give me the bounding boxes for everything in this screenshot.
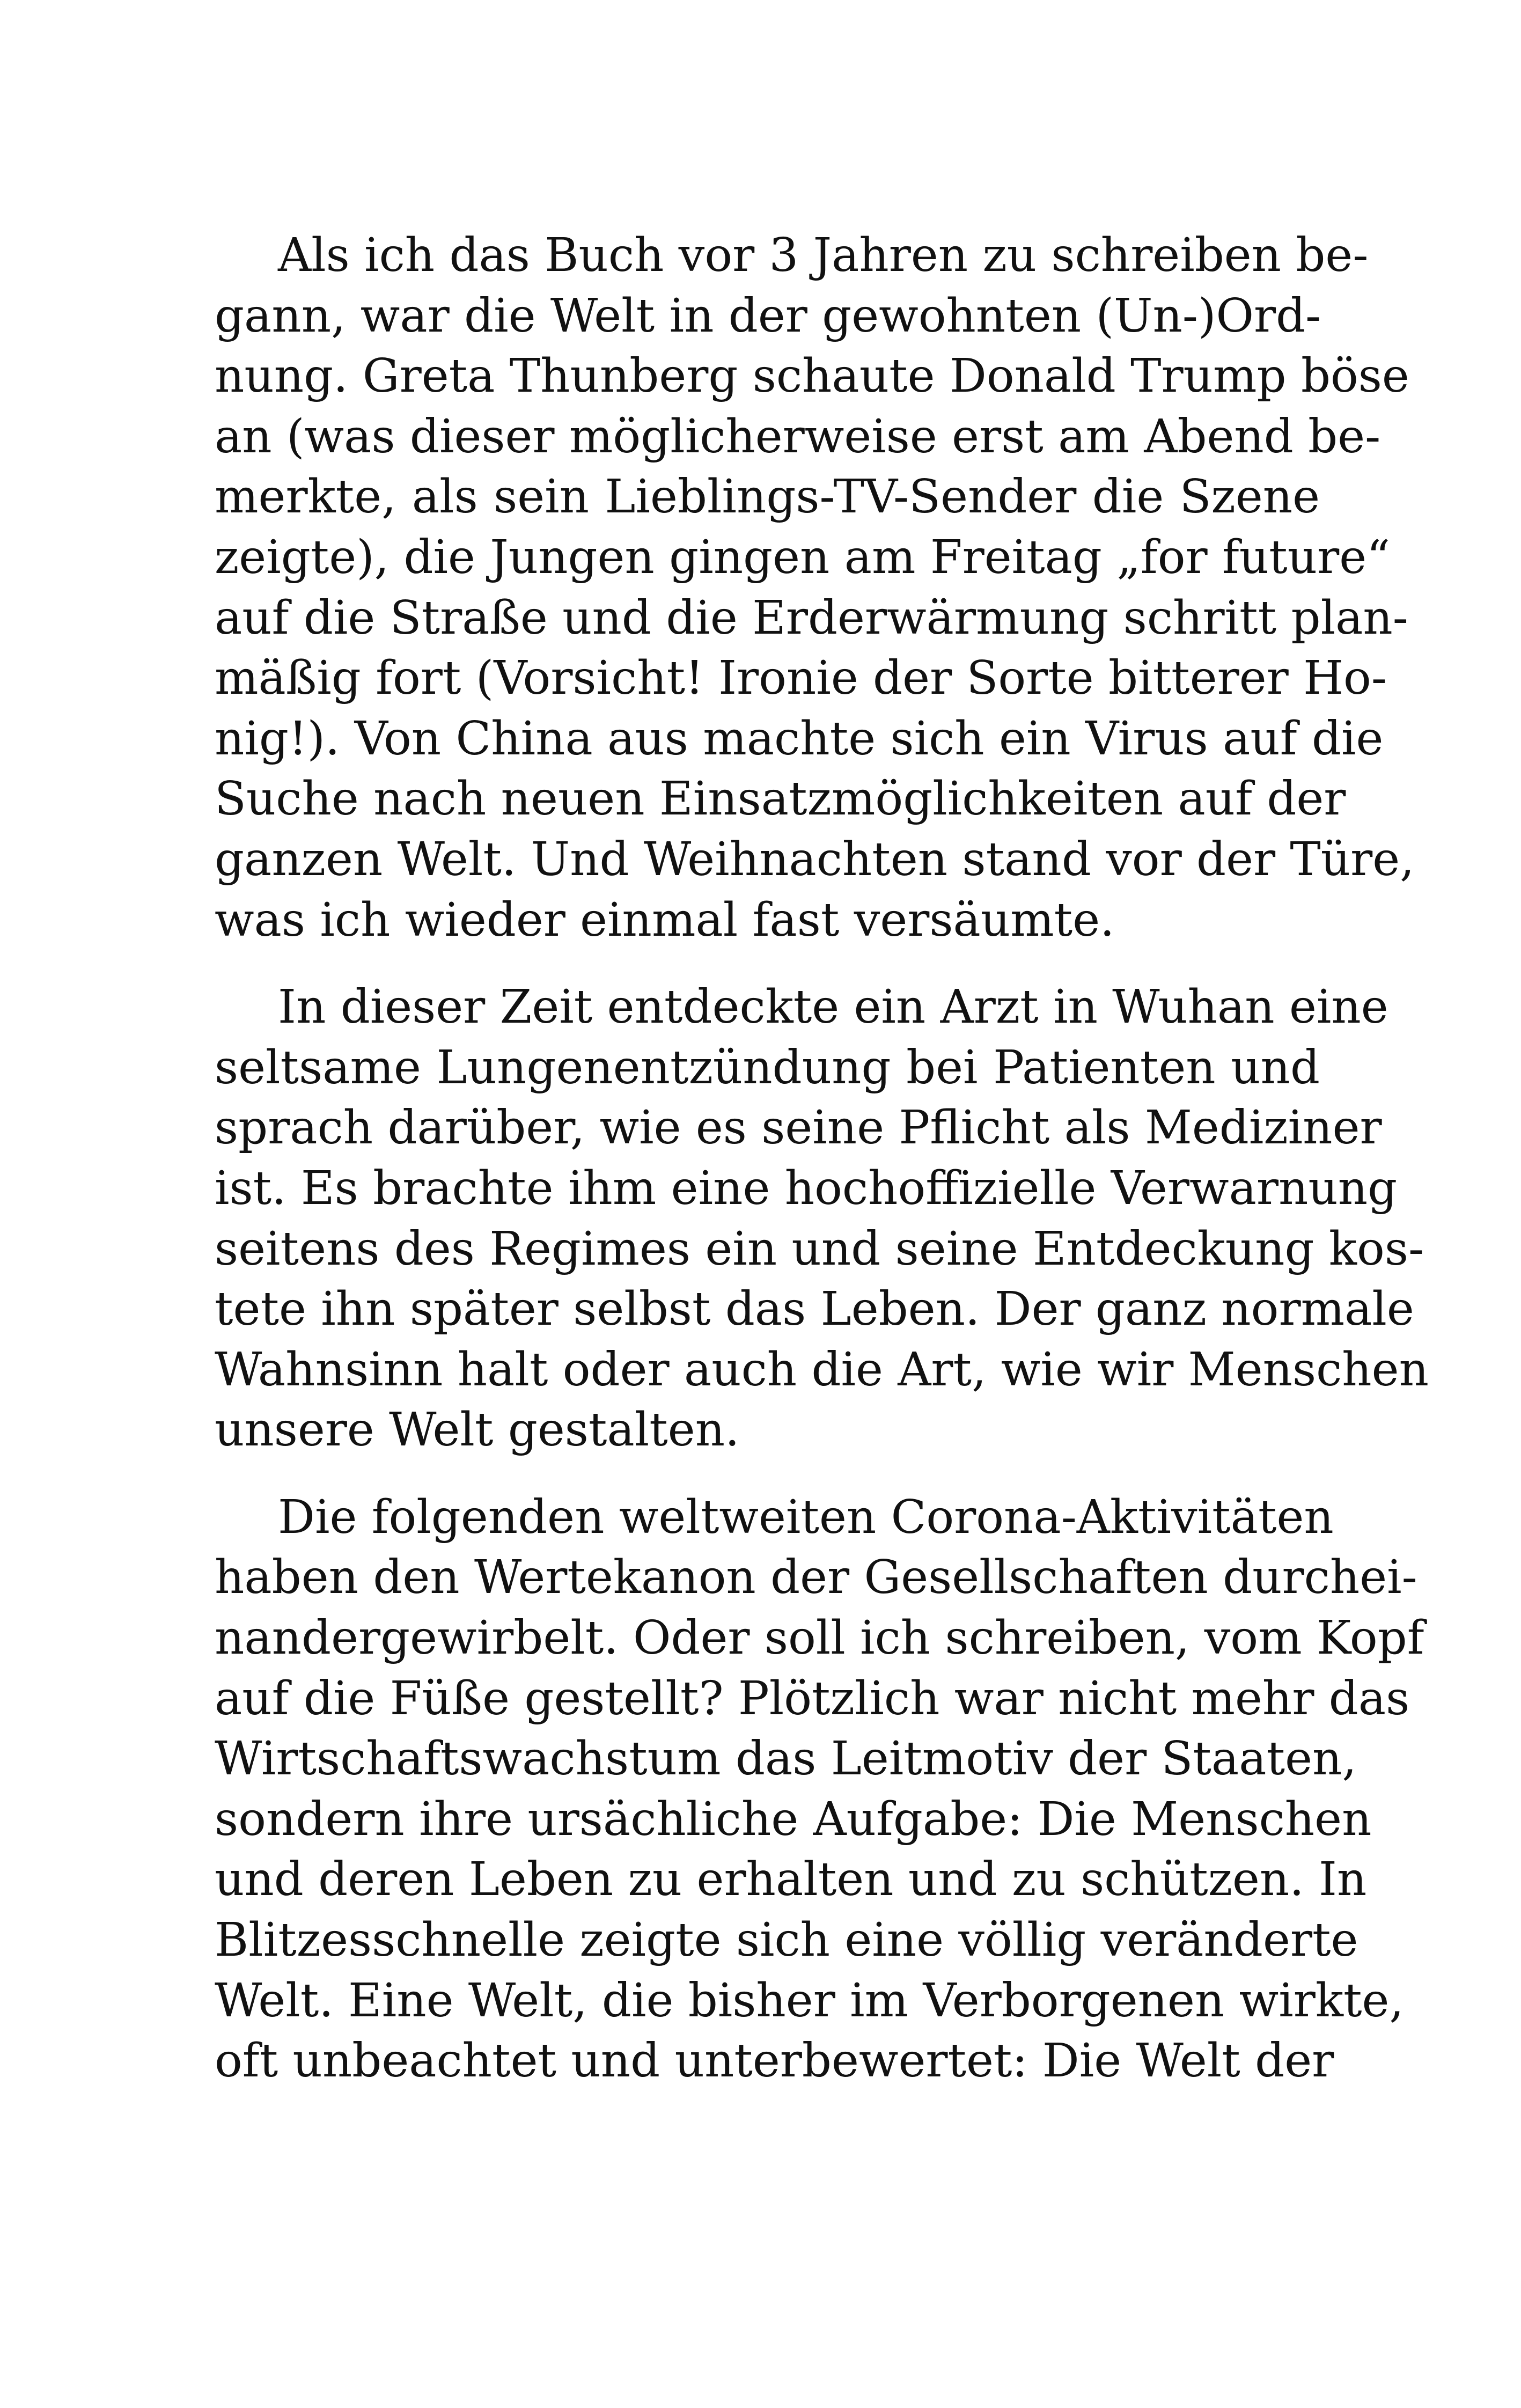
text-line: gann, war die Welt in der gewohnten (Un-)Ord- [215,289,1321,343]
text-line: Als ich das Buch vor 3 Jahren zu schreiben be- [278,229,1369,282]
paragraph-2 [215,977,1429,1460]
text-line: auf die Straße und die Erderwärmung schritt plan- [215,591,1408,645]
text-line: sondern ihre ursächliche Aufgabe: Die Menschen [215,1792,1372,1846]
text-line: ist. Es brachte ihm eine hochoffizielle Verwarnung [215,1161,1398,1215]
text-line: mäßig fort (Vorsicht! Ironie der Sorte bitterer Ho- [215,651,1387,706]
text-line: tete ihn später selbst das Leben. Der ganz normale [215,1282,1414,1337]
text-line: seitens des Regimes ein und seine Entdeckung kos- [215,1222,1424,1276]
text-line: In dieser Zeit entdeckte ein Arzt in Wuhan eine [278,980,1388,1034]
text-line: oft unbeachtet und unterbewertet: Die Welt der [215,2034,1334,2088]
text-line: Wahnsinn halt oder auch die Art, wie wir Menschen [215,1342,1429,1397]
text-line: Die folgenden weltweiten Corona-Aktivitäten [278,1490,1334,1544]
text-line: was ich wieder einmal fast versäumte. [215,893,1115,947]
text-line: auf die Füße gestellt? Plötzlich war nicht mehr das [215,1671,1410,1726]
text-line: Suche nach neuen Einsatzmöglichkeiten auf der [215,772,1346,826]
text-line: merkte, als sein Lieblings-TV-Sender die Szene [215,470,1320,524]
text-line: und deren Leben zu erhalten und zu schützen. In [215,1853,1367,1907]
text-line: nig!). Von China aus machte sich ein Virus auf die [215,711,1384,766]
text-line: nung. Greta Thunberg schaute Donald Trump böse [215,349,1409,403]
text-line: unsere Welt gestalten. [215,1403,740,1457]
text-line: haben den Wertekanon der Gesellschaften durchei- [215,1551,1417,1605]
text-line: seltsame Lungenentzündung bei Patienten und [215,1040,1320,1095]
text-line: ganzen Welt. Und Weihnachten stand vor der Türe, [215,832,1415,886]
body-text [215,225,1429,2091]
text-line: Wirtschaftswachstum das Leitmotiv der Staaten, [215,1732,1357,1786]
paragraph-3 [215,1487,1424,2091]
text-line: Blitzesschnelle zeigte sich eine völlig veränderte [215,1913,1358,1967]
paragraph-1 [215,225,1415,950]
text-line: zeigte), die Jungen gingen am Freitag „for future“ [215,530,1391,584]
text-line: Welt. Eine Welt, die bisher im Verborgenen wirkte, [215,1973,1404,2028]
text-line: an (was dieser möglicherweise erst am Abend be- [215,409,1381,464]
text-line: nandergewirbelt. Oder soll ich schreiben, vom Kopf [215,1611,1424,1665]
text-line: sprach darüber, wie es seine Pflicht als Mediziner [215,1101,1382,1155]
